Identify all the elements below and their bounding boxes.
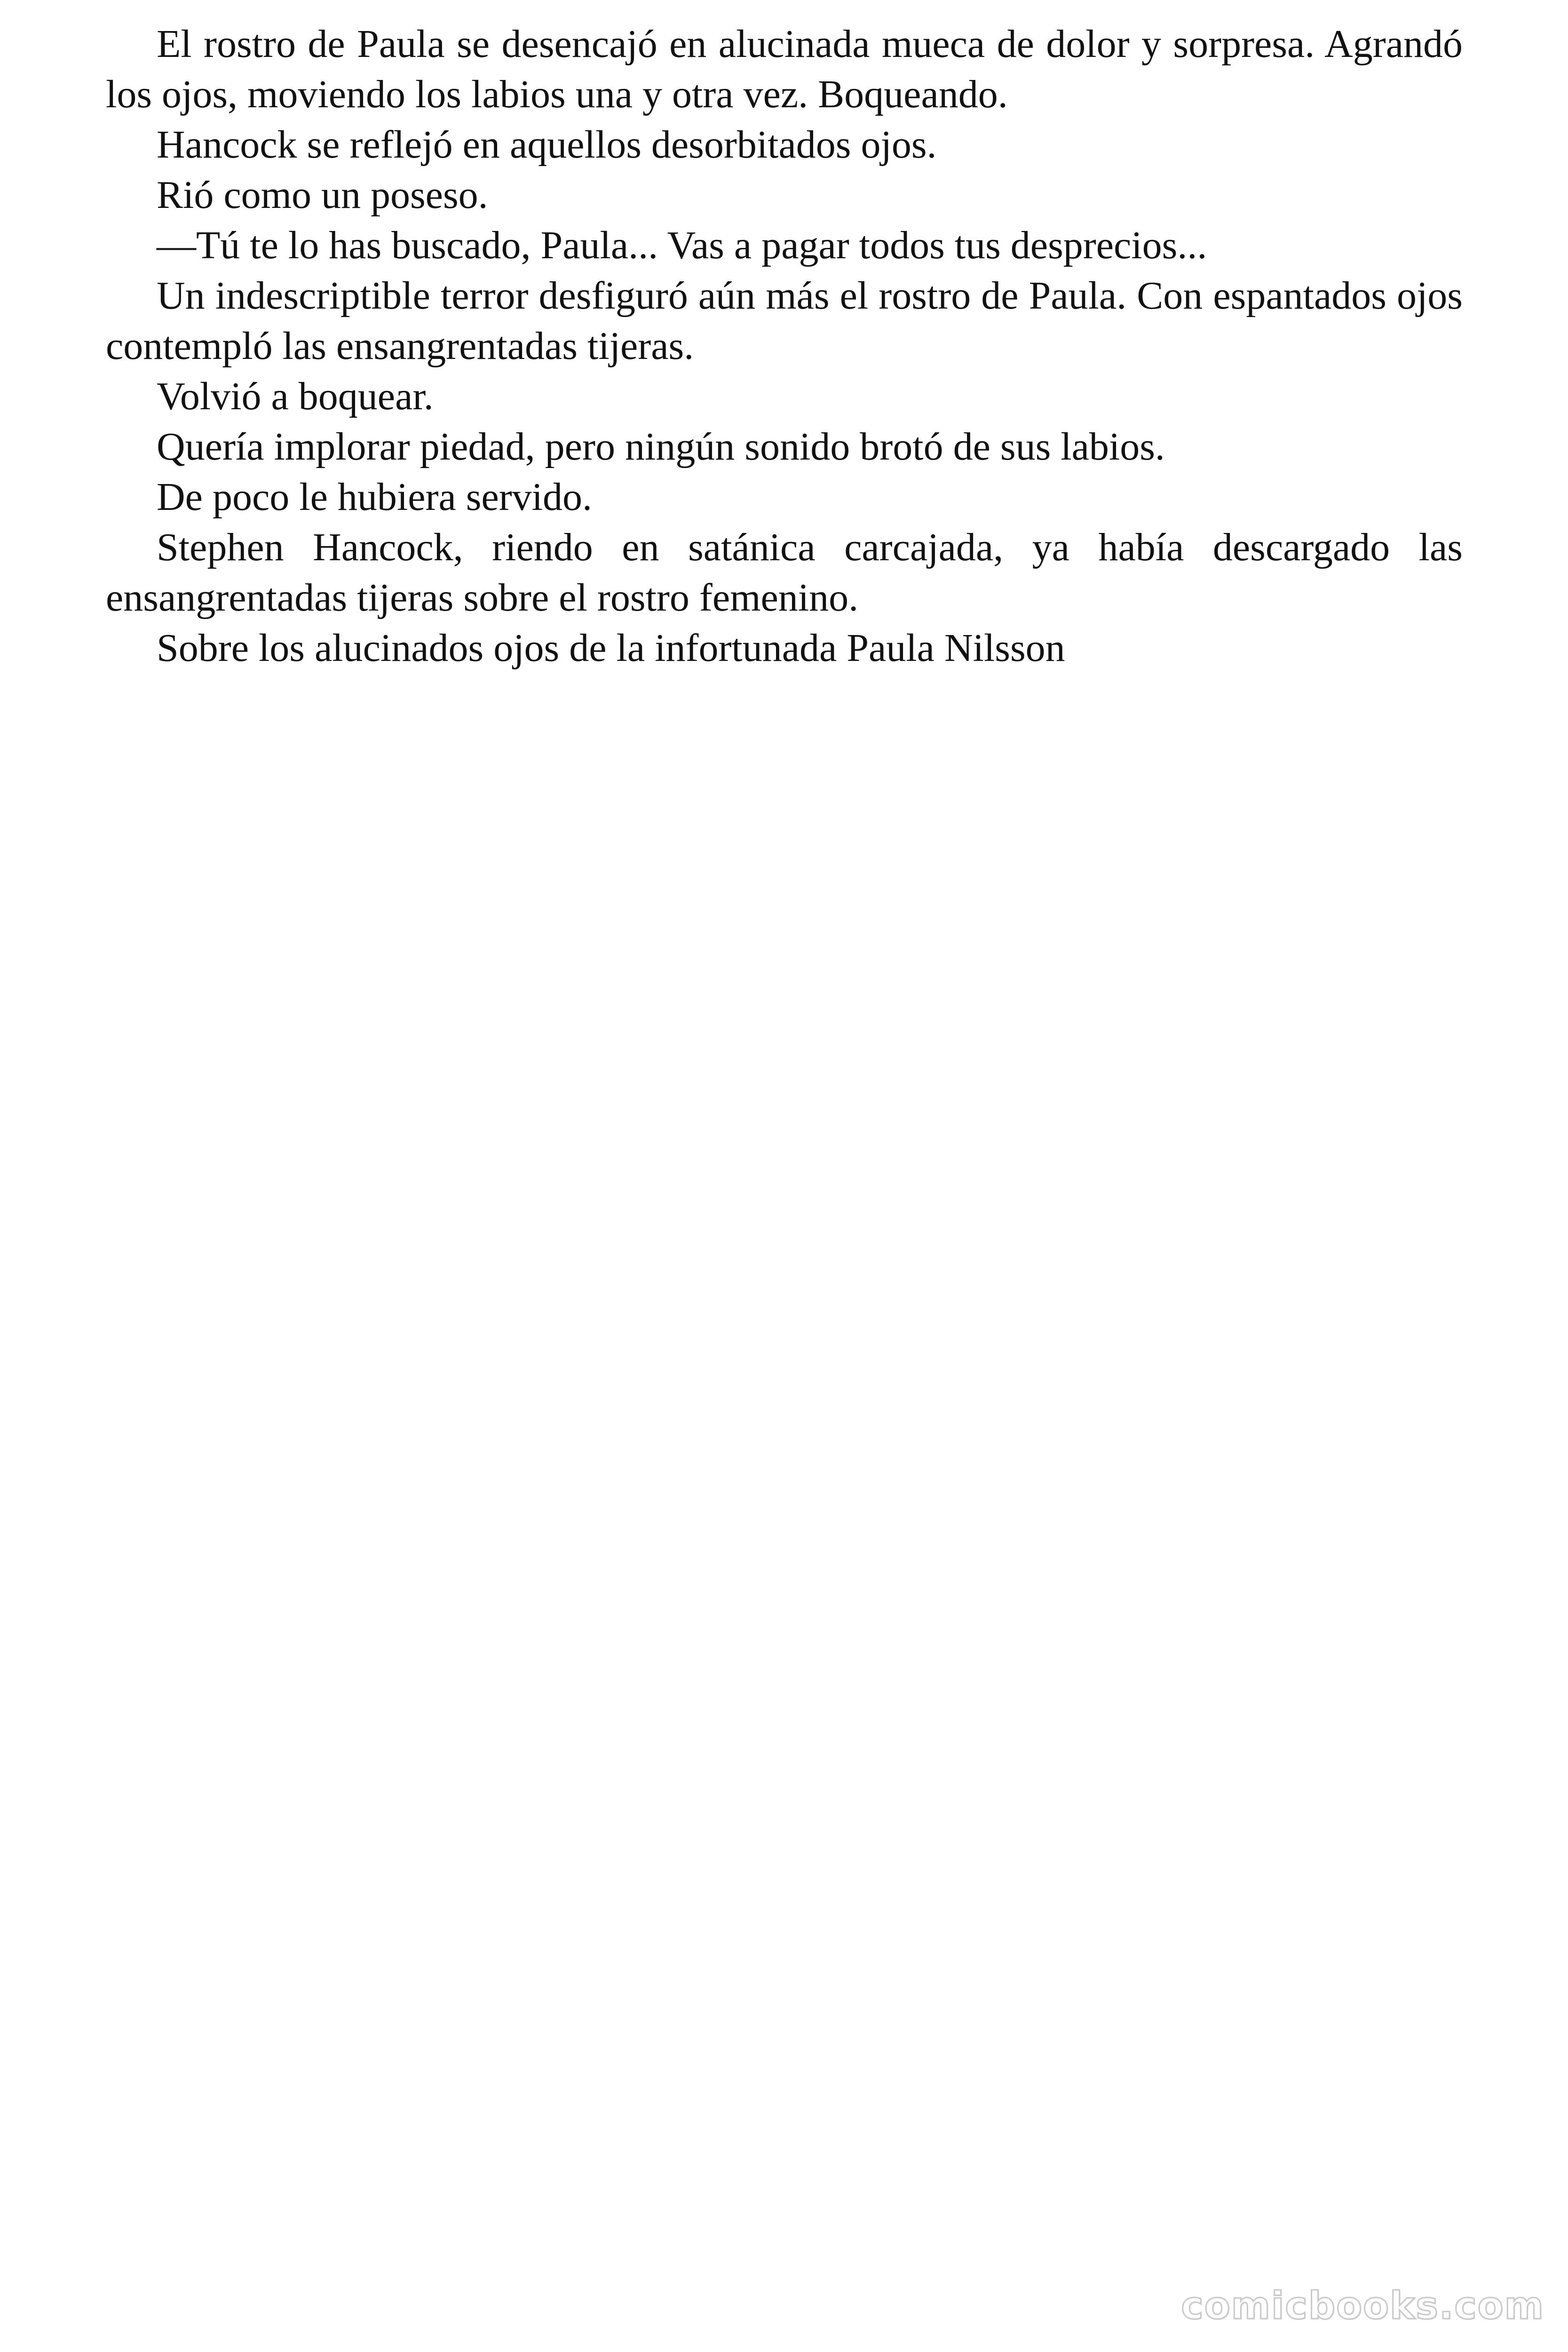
paragraph: De poco le hubiera servido. — [157, 475, 593, 519]
paragraph: Volvió a boquear. — [157, 374, 434, 418]
paragraph: Rió como un poseso. — [157, 173, 488, 217]
body-text — [106, 19, 1463, 673]
watermark: comicbooks.com — [1181, 2284, 1544, 2328]
paragraph: Hancock se reflejó en aquellos desorbitados ojos. — [157, 123, 937, 167]
paragraph: Un indescriptible terror desfiguró aún más el rostro de Paula. Con espantados ojos contempló las ensangrentadas tijeras. — [106, 274, 1463, 368]
paragraph: —Tú te lo has buscado, Paula... Vas a pagar todos tus desprecios... — [157, 223, 1207, 267]
paragraph: Quería implorar piedad, pero ningún sonido brotó de sus labios. — [157, 425, 1165, 469]
paragraph: El rostro de Paula se desencajó en alucinada mueca de dolor y sorpresa. Agrandó los ojos, moviendo los labios una y otra vez. Boqueando. — [106, 22, 1463, 116]
paragraph: Sobre los alucinados ojos de la infortunada Paula Nilsson — [157, 626, 1065, 670]
paragraph: Stephen Hancock, riendo en satánica carcajada, ya había descargado las ensangrentadas tijeras sobre el rostro femenino. — [106, 525, 1463, 620]
